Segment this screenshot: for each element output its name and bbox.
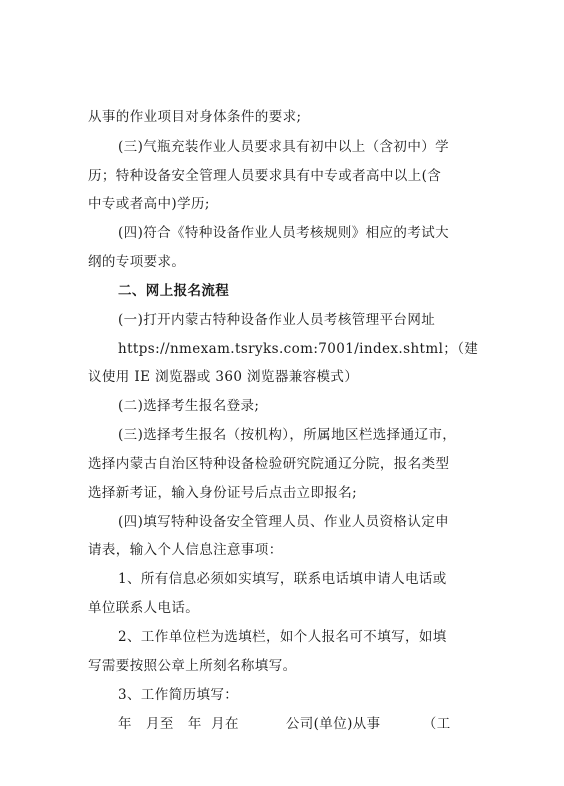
paragraph-line: 选择新考证，输入身份证号后点击立即报名;	[88, 485, 358, 501]
paragraph-line: (三)气瓶充装作业人员要求具有初中以上（含初中）学	[118, 139, 450, 155]
paragraph-line: (四)符合《特种设备作业人员考核规则》相应的考试大	[118, 225, 450, 241]
paragraph-line: (四)填写特种设备安全管理人员、作业人员资格认定申	[118, 514, 450, 530]
paragraph-line: 议使用 IE 浏览器或 360 浏览器兼容模式）	[88, 369, 359, 385]
paragraph-line: 历；特种设备安全管理人员要求具有中专或者高中以上(含	[88, 168, 442, 184]
paragraph-line: 从事的作业项目对身体条件的要求;	[88, 109, 302, 125]
paragraph-line: (二)选择考生报名登录;	[118, 398, 260, 414]
paragraph-line: 2、工作单位栏为选填栏，如个人报名可不填写，如填	[118, 629, 447, 645]
paragraph-line: 请表，输入个人信息注意事项：	[88, 542, 283, 558]
section-heading: 二、网上报名流程	[118, 283, 230, 299]
paragraph-line: 中专或者高中)学历;	[88, 196, 210, 212]
paragraph-line: (一)打开内蒙古特种设备作业人员考核管理平台网址	[118, 312, 436, 328]
paragraph-line: 单位联系人电话。	[88, 600, 200, 616]
paragraph-line: 纲的专项要求。	[88, 254, 186, 270]
url-line: https://nmexam.tsryks.com:7001/index.shtml；（建	[118, 341, 479, 357]
paragraph-line: 年 月至 年 月在 公司(单位)从事 （工	[118, 716, 451, 732]
paragraph-line: 3、工作简历填写：	[118, 687, 239, 703]
paragraph-line: 1、所有信息必须如实填写，联系电话填申请人电话或	[118, 571, 447, 587]
paragraph-line: (三)选择考生报名（按机构），所属地区栏选择通辽市，	[118, 427, 457, 443]
paragraph-line: 写需要按照公章上所刻名称填写。	[88, 658, 297, 674]
paragraph-line: 选择内蒙古自治区特种设备检验研究院通辽分院，报名类型	[88, 456, 450, 472]
